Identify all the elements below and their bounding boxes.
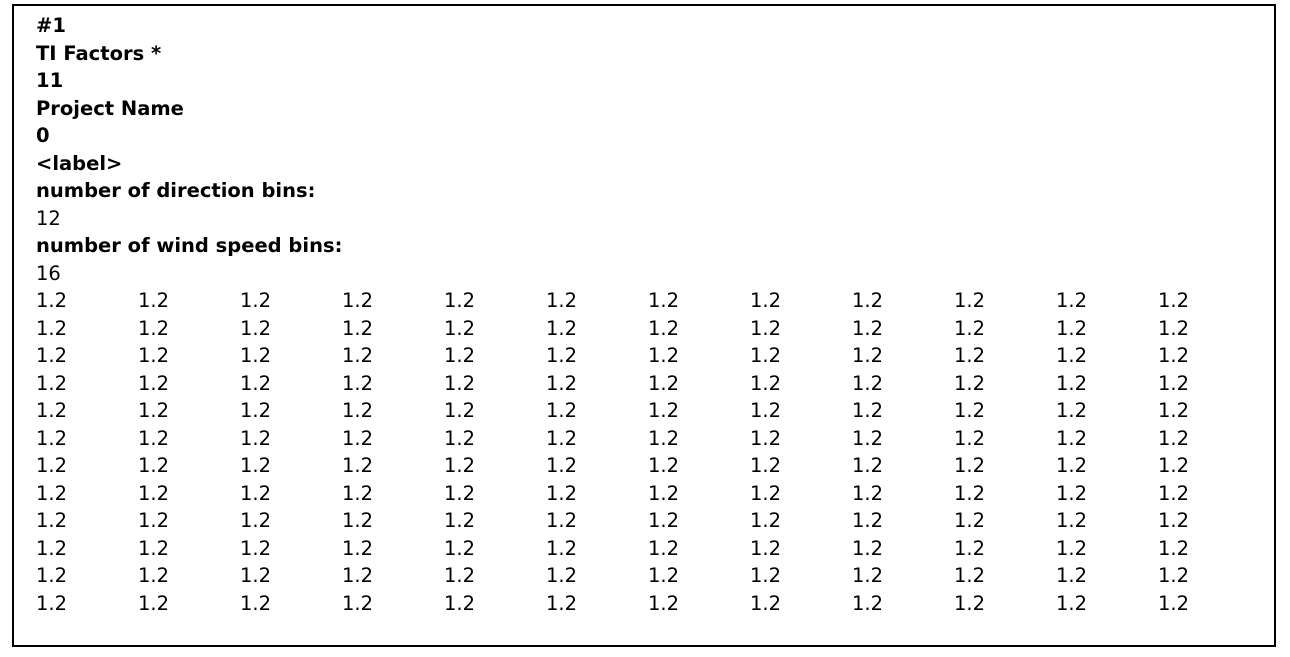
table-cell: 1.2 [1158,454,1190,477]
table-cell: 1.2 [648,289,680,312]
table-cell: 1.2 [240,536,272,560]
table-cell: 1.2 [240,371,272,395]
table-cell: 1.2 [750,371,782,395]
table-cell: 1.2 [648,536,680,560]
document-content [14,6,1274,617]
table-cell: 1.2 [954,591,986,615]
table-cell: 1.2 [444,344,476,367]
table-row [36,590,1274,618]
table-cell: 1.2 [1056,344,1088,367]
table-cell: 1.2 [444,536,476,560]
table-cell: 1.2 [954,399,986,422]
table-cell: 1.2 [444,454,476,477]
table-cell: 1.2 [342,371,374,395]
table-cell: 1.2 [36,536,68,560]
table-cell: 1.2 [648,509,680,532]
table-cell: 1.2 [240,564,272,587]
table-cell: 1.2 [36,399,68,422]
table-cell: 1.2 [648,481,680,505]
table-cell: 1.2 [546,344,578,367]
table-cell: 1.2 [342,399,374,422]
table-cell: 1.2 [852,509,884,532]
table-cell: 1.2 [1158,481,1190,505]
header-line: 0 [36,124,50,147]
table-cell: 1.2 [546,399,578,422]
table-cell: 1.2 [444,371,476,395]
table-cell: 1.2 [852,536,884,560]
table-cell: 1.2 [240,509,272,532]
table-cell: 1.2 [954,481,986,505]
table-row [36,287,1274,315]
table-row [36,397,1274,425]
table-cell: 1.2 [750,481,782,505]
table-cell: 1.2 [852,481,884,505]
table-row [36,452,1274,480]
table-cell: 1.2 [1056,509,1088,532]
table-cell: 1.2 [36,454,68,477]
table-cell: 1.2 [546,536,578,560]
table-cell: 1.2 [1056,591,1088,615]
header-line: number of direction bins: [36,179,316,202]
table-cell: 1.2 [138,564,170,587]
table-cell: 1.2 [1158,344,1190,367]
table-cell: 1.2 [1056,454,1088,477]
table-cell: 1.2 [138,591,170,615]
table-cell: 1.2 [36,481,68,505]
table-cell: 1.2 [444,426,476,450]
table-cell: 1.2 [240,481,272,505]
table-row [36,507,1274,535]
table-cell: 1.2 [138,371,170,395]
table-cell: 1.2 [648,371,680,395]
table-cell: 1.2 [240,426,272,450]
table-cell: 1.2 [1056,289,1088,312]
header-line: 11 [36,69,64,92]
table-cell: 1.2 [342,591,374,615]
table-cell: 1.2 [1056,536,1088,560]
table-cell: 1.2 [1158,591,1190,615]
table-cell: 1.2 [240,316,272,340]
table-cell: 1.2 [138,536,170,560]
table-cell: 1.2 [1056,399,1088,422]
table-cell: 1.2 [852,426,884,450]
table-cell: 1.2 [648,564,680,587]
table-cell: 1.2 [138,509,170,532]
table-cell: 1.2 [138,481,170,505]
table-cell: 1.2 [954,344,986,367]
table-cell: 1.2 [954,426,986,450]
table-cell: 1.2 [648,454,680,477]
table-cell: 1.2 [240,399,272,422]
table-row [36,315,1274,343]
table-cell: 1.2 [546,426,578,450]
table-cell: 1.2 [1056,564,1088,587]
table-cell: 1.2 [954,289,986,312]
header-line: 12 [36,206,61,230]
table-cell: 1.2 [1158,289,1190,312]
table-cell: 1.2 [852,289,884,312]
table-cell: 1.2 [852,564,884,587]
table-cell: 1.2 [546,591,578,615]
table-cell: 1.2 [648,591,680,615]
table-cell: 1.2 [648,399,680,422]
table-cell: 1.2 [546,481,578,505]
table-cell: 1.2 [1158,536,1190,560]
table-cell: 1.2 [1056,481,1088,505]
table-cell: 1.2 [444,399,476,422]
header-block [36,12,1274,287]
table-cell: 1.2 [750,454,782,477]
table-cell: 1.2 [750,426,782,450]
table-cell: 1.2 [852,316,884,340]
table-cell: 1.2 [342,481,374,505]
table-row [36,370,1274,398]
table-cell: 1.2 [852,371,884,395]
table-cell: 1.2 [1056,426,1088,450]
table-cell: 1.2 [1158,564,1190,587]
table-cell: 1.2 [1158,399,1190,422]
table-cell: 1.2 [954,509,986,532]
table-row [36,535,1274,563]
table-cell: 1.2 [954,536,986,560]
table-cell: 1.2 [138,454,170,477]
table-cell: 1.2 [138,344,170,367]
table-cell: 1.2 [444,591,476,615]
table-cell: 1.2 [954,564,986,587]
table-cell: 1.2 [138,399,170,422]
table-cell: 1.2 [750,289,782,312]
table-cell: 1.2 [342,509,374,532]
table-cell: 1.2 [444,564,476,587]
table-cell: 1.2 [546,454,578,477]
table-cell: 1.2 [1158,371,1190,395]
table-cell: 1.2 [750,399,782,422]
table-cell: 1.2 [36,371,68,395]
table-cell: 1.2 [546,316,578,340]
table-cell: 1.2 [36,289,68,312]
table-cell: 1.2 [36,426,68,450]
table-cell: 1.2 [546,289,578,312]
table-cell: 1.2 [750,344,782,367]
header-line: <label> [36,151,123,175]
table-cell: 1.2 [852,454,884,477]
table-cell: 1.2 [546,509,578,532]
table-cell: 1.2 [444,289,476,312]
table-cell: 1.2 [954,454,986,477]
table-cell: 1.2 [138,316,170,340]
table-row [36,342,1274,370]
table-cell: 1.2 [36,344,68,367]
table-cell: 1.2 [342,426,374,450]
table-cell: 1.2 [240,454,272,477]
table-cell: 1.2 [546,564,578,587]
table-cell: 1.2 [648,344,680,367]
header-line: number of wind speed bins: [36,234,343,257]
table-cell: 1.2 [240,289,272,312]
table-row [36,562,1274,590]
table-cell: 1.2 [444,509,476,532]
table-cell: 1.2 [954,316,986,340]
document-frame [12,4,1276,647]
table-cell: 1.2 [342,316,374,340]
table-cell: 1.2 [240,591,272,615]
table-cell: 1.2 [138,289,170,312]
header-line: 16 [36,261,61,285]
table-cell: 1.2 [546,371,578,395]
table-cell: 1.2 [648,316,680,340]
table-cell: 1.2 [750,564,782,587]
table-cell: 1.2 [1158,426,1190,450]
table-cell: 1.2 [852,399,884,422]
table-cell: 1.2 [852,344,884,367]
table-cell: 1.2 [342,454,374,477]
table-cell: 1.2 [138,426,170,450]
table-cell: 1.2 [36,591,68,615]
table-cell: 1.2 [1056,371,1088,395]
table-cell: 1.2 [1158,509,1190,532]
table-cell: 1.2 [342,536,374,560]
table-cell: 1.2 [750,509,782,532]
table-cell: 1.2 [444,481,476,505]
header-line: TI Factors * [36,41,162,65]
table-cell: 1.2 [750,316,782,340]
table-cell: 1.2 [750,591,782,615]
table-cell: 1.2 [852,591,884,615]
table-cell: 1.2 [36,509,68,532]
table-cell: 1.2 [648,426,680,450]
table-row [36,480,1274,508]
table-cell: 1.2 [1056,316,1088,340]
table-cell: 1.2 [1158,316,1190,340]
table-cell: 1.2 [342,344,374,367]
table-cell: 1.2 [240,344,272,367]
header-line: #1 [36,14,66,37]
table-cell: 1.2 [342,564,374,587]
table-cell: 1.2 [36,564,68,587]
table-cell: 1.2 [444,316,476,340]
table-cell: 1.2 [342,289,374,312]
table-row [36,425,1274,453]
table-cell: 1.2 [36,316,68,340]
value-grid [36,287,1274,617]
table-cell: 1.2 [954,371,986,395]
table-cell: 1.2 [750,536,782,560]
header-line: Project Name [36,96,184,120]
